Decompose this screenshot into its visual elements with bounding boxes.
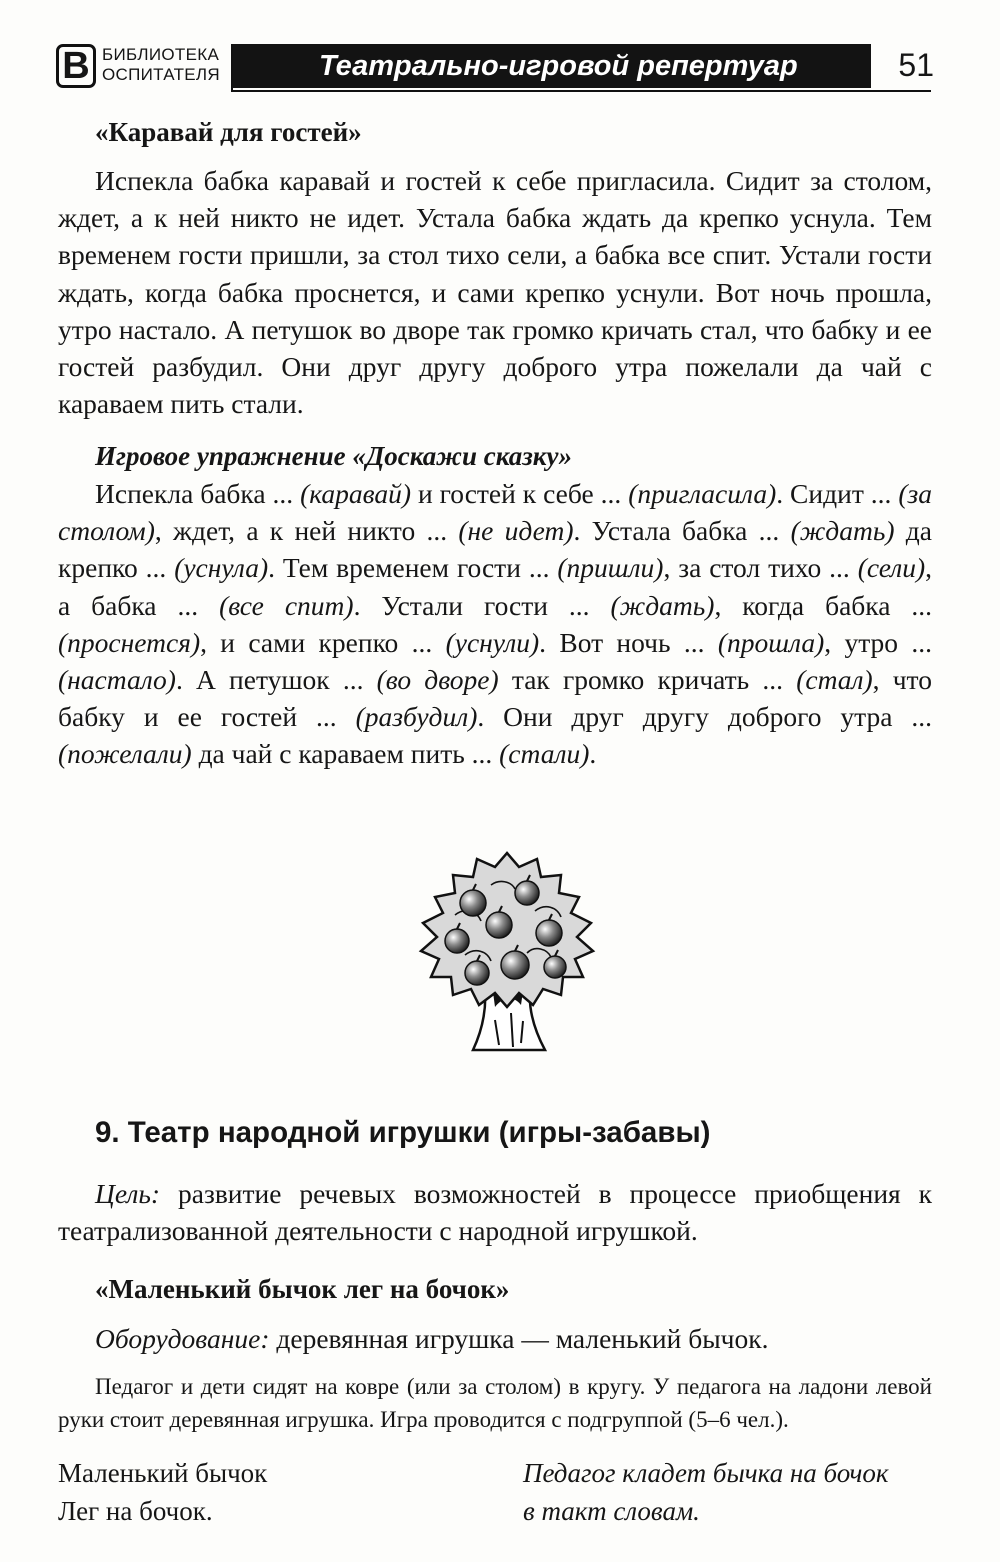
exercise-answer: (пригласила)	[628, 478, 777, 509]
exercise-part: . Устала бабка ...	[573, 515, 791, 547]
exercise-answer: (уснули)	[445, 626, 540, 658]
game-title: «Маленький бычок лег на бочок»	[95, 1274, 510, 1304]
exercise-part: Испекла бабка ...	[95, 478, 301, 509]
goal-text: развитие речевых возможностей в процессе приобщения к театрализованной деятельности с народной игрушкой.	[58, 1178, 932, 1247]
action-line: в такт словам.	[523, 1495, 700, 1526]
exercise-part: . Тем временем гости ...	[268, 552, 558, 584]
exercise-answer: (каравай)	[300, 478, 412, 509]
game-equipment	[58, 1320, 932, 1357]
exercise-answer: (сели)	[857, 552, 926, 584]
action-column	[523, 1455, 889, 1530]
exercise-answer: (пришли)	[557, 552, 664, 584]
exercise-part: да чай с караваем пить ...	[191, 738, 500, 770]
story-text: Испекла бабка каравай и гостей к себе пригласила. Сидит за столом, ждет, а к ней никто не идет. Устала бабка ждать да крепко уснула. Тем временем гости пришли, за стол тихо сели, а бабка все спит. Устали гости ждать, когда бабка проснется, и сами крепко уснули. Вот ночь прошла, утро настало. А петушок во дворе так громко кричать стал, что бабку и ее гостей разбудил. Они друг другу доброго утра пожелали да чай с караваем пить стали.	[58, 165, 932, 420]
exercise-answer: (все спит)	[219, 589, 354, 621]
exercise-answer: (ждать)	[610, 589, 715, 621]
library-logo	[56, 44, 96, 88]
logo-letter: В	[62, 45, 90, 87]
exercise-text	[58, 475, 932, 773]
section-goal	[58, 1175, 932, 1249]
exercise-answer: (стали)	[499, 738, 590, 770]
exercise-part: . А петушок ...	[175, 664, 377, 696]
exercise-part: . Устали гости ...	[353, 589, 611, 621]
game-note: Педагог и дети сидят на ковре (или за столом) в кругу. У педагога на ладони левой руки стоит деревянная игрушка. Игра проводится с подгруппой (5–6 чел.).	[58, 1374, 932, 1432]
header-divider	[231, 44, 233, 92]
exercise-answer: (настало)	[58, 664, 176, 696]
verse-line: Лег на бочок.	[58, 1495, 213, 1526]
exercise-part: . Сидит ...	[776, 478, 899, 509]
exercise-answer: (проснется)	[58, 626, 201, 658]
goal-label: Цель:	[95, 1178, 161, 1209]
exercise-part: так громко кричать ...	[498, 664, 797, 696]
exercise-part: , когда бабка ...	[714, 589, 933, 621]
exercise-part: , что бабку и ее гостей ...	[58, 664, 932, 733]
action-line: Педагог кладет бычка на бочок	[523, 1458, 889, 1488]
apple-tree-illustration	[395, 845, 620, 1060]
exercise-answer: (не идет)	[458, 515, 574, 547]
story-title: «Каравай для гостей»	[95, 117, 362, 147]
exercise-part: , за стол тихо ...	[663, 552, 858, 584]
exercise-answer: (разбудил)	[355, 701, 478, 733]
exercise-answer: (ждать)	[790, 515, 895, 547]
running-header	[56, 42, 934, 94]
exercise-answer: (за столом)	[58, 478, 932, 547]
exercise-part: . Они друг другу доброго утра ...	[477, 701, 933, 733]
exercise-answer: (стал)	[796, 664, 873, 696]
exercise-answer: (уснула)	[174, 552, 269, 584]
section-heading: 9. Театр народной игрушки (игры-забавы)	[95, 1116, 711, 1149]
library-name-line1: БИБЛИОТЕКА	[102, 45, 220, 64]
verse-line: Маленький бычок	[58, 1458, 268, 1488]
exercise-part: и гостей к себе ...	[411, 478, 629, 509]
library-name-line2: ОСПИТАТЕЛЯ	[102, 65, 220, 84]
exercise-part: . Вот ночь ...	[539, 626, 718, 658]
exercise-title: Игровое упражнение «Доскажи сказку»	[95, 441, 572, 471]
chapter-title: Театрально-игровой репертуар	[231, 44, 871, 88]
exercise-part: , утро ...	[824, 626, 933, 658]
exercise-part: , и сами крепко ...	[200, 626, 446, 658]
exercise-part: , ждет, а к ней никто ...	[154, 515, 459, 547]
exercise-part: .	[589, 738, 597, 770]
header-rule	[231, 90, 931, 92]
page-number: 51	[898, 47, 934, 83]
equipment-label: Оборудование:	[95, 1323, 270, 1354]
exercise-answer: (прошла)	[717, 626, 825, 658]
verse-column	[58, 1455, 267, 1530]
exercise-answer: (во дворе)	[376, 664, 499, 696]
equipment-text: деревянная игрушка — маленький бычок.	[269, 1323, 769, 1354]
exercise-answer: (пожелали)	[58, 738, 192, 770]
exercise-part: , а бабка ...	[58, 552, 932, 621]
exercise-part: да крепко ...	[58, 515, 932, 584]
